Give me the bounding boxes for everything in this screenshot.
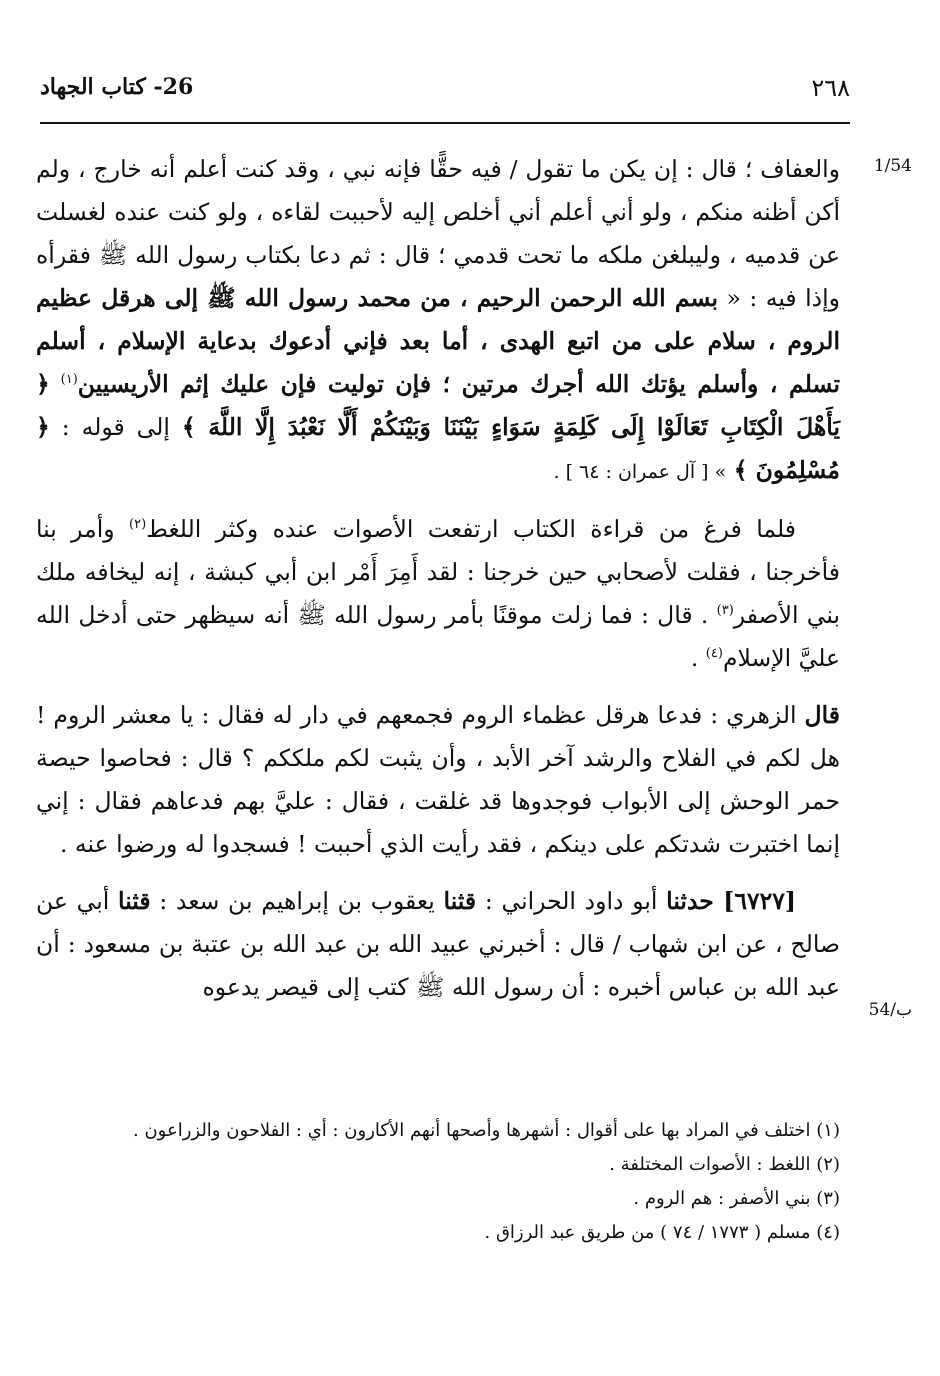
text-run: . قال : فما زلت موقنًا بأمر رسول الله ﷺ أنه سيظهر حتى أدخل الله عليَّ الإسلام (36, 601, 840, 672)
text-run: إلى قوله : (61, 413, 170, 441)
quran-verse: ﴿ يَأَهْلَ الْكِتَابِ تَعَالَوْا إِلَى كَلِمَةٍ سَوَاءٍ بَيْنَنَا وَبَيْنَكُمْ أَلَّا نَعْبُدَ إِلَّا اللَّهَ ﴾ (36, 370, 840, 441)
letter-text: بسم الله الرحمن الرحيم ، من محمد رسول الله ﷺ إلى هرقل عظيم الروم ، سلام على من اتبع الهدى ، أما بعد فإني أدعوك بدعاية الإسلام ، أسلم تسلم ، وأسلم يؤتك الله أجرك مرتين ؛ فإن توليت فإن عليك إثم الأريسيين (36, 284, 840, 398)
page-number: ٢٦٨ (811, 74, 850, 102)
paragraph (36, 148, 840, 494)
footnote: (٣) بني الأصفر : هم الروم . (633, 1188, 840, 1209)
text-run: الزهري : فدعا هرقل عظماء الروم فجمعهم في دار له فقال : يا معشر الروم ! هل لكم في الفلاح والرشد آخر الأبد ، وأن يثبت لكم ملككم ؟ قال : فحاصوا حيصة حمر الوحش إلى الأبواب فوجدوها قد غلقت ، فقال : عليَّ بهم فدعاهم فقال : إني إنما اختبرت شدتكم على دينكم ، فقد رأيت الذي أحببت ! فسجدوا له ورضوا عنه . (36, 701, 840, 858)
text-run: وأمر بنا فأخرجنا ، فقلت لأصحابي حين خرجنا : لقد أَمِرَ أَمْر ابن أبي كبشة ، إنه ليخافه ملك بني الأصفر (36, 515, 840, 629)
footnote-ref: (١) (60, 372, 78, 388)
text-run: . (690, 644, 699, 672)
main-text (36, 148, 840, 1023)
chapter-title: 26- كتاب الجهاد (40, 74, 194, 100)
text-run: قال (804, 701, 840, 729)
hadith-paragraph (36, 880, 840, 1009)
footnote-ref: (٣) (716, 603, 734, 619)
quran-verse: ﴿ مُسْلِمُونَ ﴾ (36, 413, 840, 484)
manuscript-folio-marker: 54/ب (868, 1000, 912, 1020)
manuscript-folio-marker: 1/54 (873, 156, 912, 176)
paragraph (36, 694, 840, 866)
page-header (40, 70, 850, 114)
footnote-ref: (٢) (129, 517, 147, 533)
footnote-ref: (٤) (705, 646, 723, 662)
text-run: فلما فرغ من قراءة الكتاب ارتفعت الأصوات عنده وكثر اللغط (146, 515, 796, 543)
text-run: والعفاف ؛ قال : إن يكن ما تقول / فيه حقًّا فإنه نبي ، وقد كنت أعلم أنه خارج ، ولم أكن أظنه منكم ، ولو أني أعلم أني أخلص إليه لأحببت لقاءه ، ولو كنت عنده لغسلت عن قدميه ، وليبلغن ملكه ما تحت قدمي ؛ قال : ثم دعا بكتاب رسول الله ﷺ فقرأه وإذا فيه : « (36, 155, 840, 312)
hadith-number: [٦٧٢٧] حدثنا (666, 887, 796, 915)
paragraph (36, 508, 840, 680)
text-run: قثنا (118, 887, 151, 915)
footnote: (٤) مسلم ( ١٧٧٣ / ٧٤ ) من طريق عبد الرزاق . (484, 1222, 840, 1243)
text-run: قثنا (443, 887, 477, 915)
header-rule (40, 122, 850, 124)
footnotes (100, 1114, 840, 1250)
footnote: (١) اختلف في المراد بها على أقوال : أشهرها وأصحها أنهم الأكارون : أي : الفلاحون والزراعون . (133, 1120, 840, 1141)
text-run: أبي عن صالح ، عن ابن شهاب / قال : أخبرني عبيد الله بن عبد الله بن عتبة بن مسعود : أن عبد الله بن عباس أخبره : أن رسول الله ﷺ كتب إلى قيصر يدعوه (36, 887, 840, 1001)
text-run: يعقوب بن إبراهيم بن سعد : (159, 887, 435, 915)
text-run: أبو داود الحراني : (484, 887, 658, 915)
footnote: (٢) اللغط : الأصوات المختلفة . (609, 1154, 840, 1175)
verse-reference: » [ آل عمران : ٦٤ ] . (553, 461, 727, 483)
